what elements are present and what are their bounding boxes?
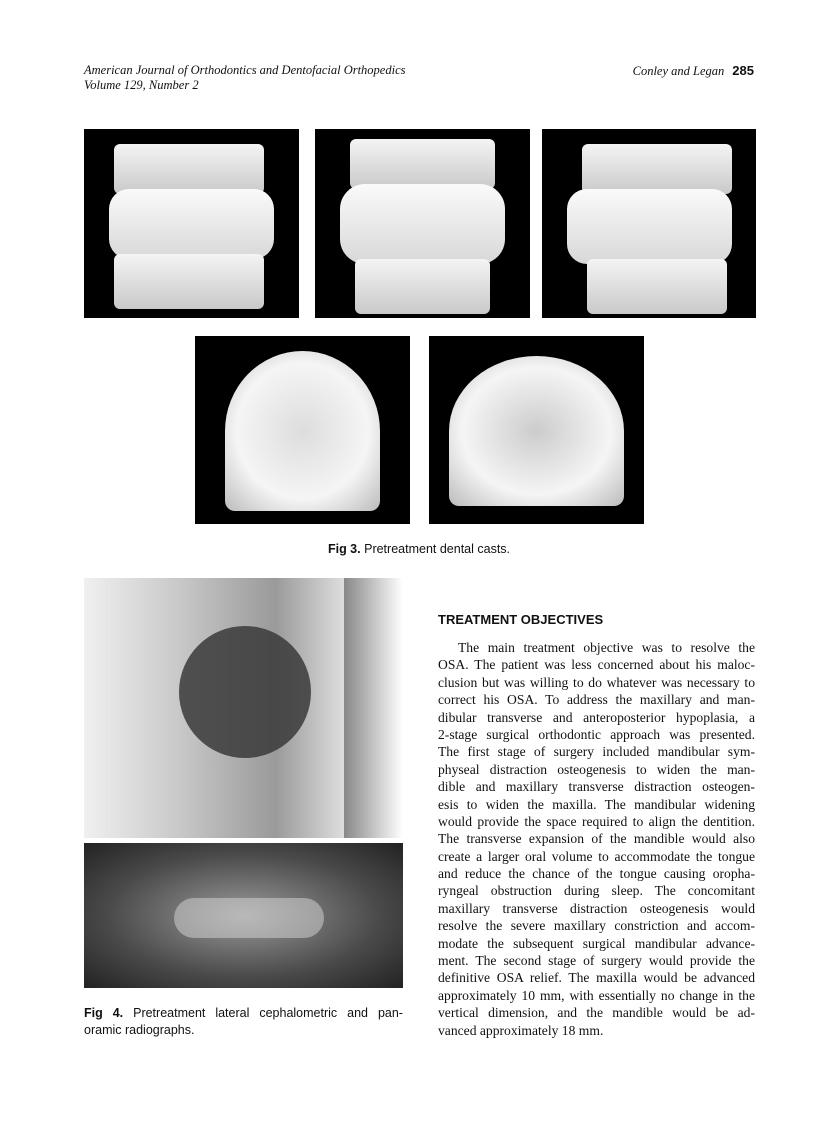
body-text-line: ryngeal obstruction during sleep. The concomitant (438, 883, 755, 899)
running-header-right (633, 63, 754, 79)
page-number: 285 (732, 63, 754, 78)
body-text-line: resolve the severe maxillary constriction and accom- (438, 918, 755, 934)
body-text-line: maxillary transverse distraction osteogenesis would (438, 900, 755, 916)
body-text-line: dibular transverse and anteroposterior hypoplasia, a (438, 709, 755, 725)
volume-info: Volume 129, Number 2 (84, 78, 199, 92)
body-text-line: modate the subsequent surgical mandibular advance- (438, 935, 755, 951)
cast-photo-mandibular-occlusal (429, 336, 644, 524)
body-text-line: ment. The second stage of surgery would provide the (438, 953, 755, 969)
authors: Conley and Legan (632, 64, 725, 78)
cast-photo-right-lateral (84, 129, 299, 318)
fig3-caption (0, 541, 838, 558)
section-heading: TREATMENT OBJECTIVES (438, 612, 604, 627)
body-text-line: The transverse expansion of the mandible would also (438, 831, 755, 847)
fig4-caption-line: Pretreatment lateral cephalometric and pan- (133, 1006, 403, 1020)
body-text-line: esis to widen the maxilla. The mandibular widening (438, 796, 755, 812)
body-text-line: correct his OSA. To address the maxillary and man- (438, 692, 755, 708)
fig4-caption-line: oramic radiographs. (84, 1023, 195, 1037)
body-text-line: and reduce the chance of the tongue causing oropha- (438, 866, 755, 882)
cast-photo-maxillary-occlusal (195, 336, 410, 524)
body-text-line: approximately 10 mm, with essentially no change in the (438, 987, 755, 1003)
cast-photo-frontal (315, 129, 530, 318)
body-text-line: OSA. The patient was less concerned about his maloc- (438, 657, 755, 673)
body-text-line: vanced approximately 18 mm. (438, 1022, 604, 1038)
body-text-line: clusion but was willing to do whatever was necessary to (438, 674, 755, 690)
journal-title: American Journal of Orthodontics and Dentofacial Orthopedics (84, 63, 406, 77)
section-body (438, 639, 755, 1039)
fig3-label: Fig 3. (327, 542, 361, 556)
body-text-line: The first stage of surgery included mandibular sym- (438, 744, 755, 760)
body-text-line: definitive OSA relief. The maxilla would be advanced (438, 970, 755, 986)
fig3-caption-text: Pretreatment dental casts. (364, 542, 511, 556)
panoramic-radiograph (84, 843, 403, 988)
fig4-label: Fig 4. (84, 1006, 124, 1020)
body-text-line: create a larger oral volume to accommodate the tongue (438, 848, 755, 864)
running-header-left (84, 63, 406, 93)
body-text-line: The main treatment objective was to resolve the (458, 640, 755, 655)
body-text-line: vertical dimension, and the mandible would be ad- (438, 1005, 755, 1021)
fig4-caption (84, 1005, 403, 1039)
cephalometric-radiograph (84, 578, 403, 838)
body-text-line: dible and maxillary transverse distraction osteogen- (438, 779, 755, 795)
body-text-line: would provide the space required to align the dentition. (438, 813, 755, 829)
cast-photo-left-lateral (542, 129, 756, 318)
body-text-line: physeal distraction osteogenesis to widen the man- (438, 761, 755, 777)
body-text-line: 2-stage surgical orthodontic approach was presented. (438, 726, 755, 742)
